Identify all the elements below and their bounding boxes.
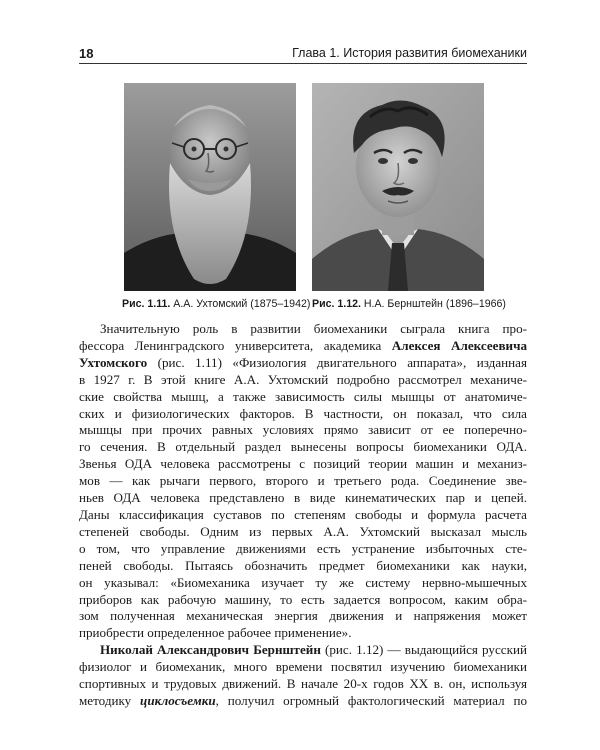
text-line: он указывал: «Биомеханика изучает ту же систему нервно-мышечных — [79, 574, 527, 590]
text-line: Значительную роль в развитии биомеханики сыграла книга про- — [100, 321, 527, 336]
text-span: (рис. 1.11) «Физиология двигательного аппарата», изданная — [147, 354, 527, 370]
header-rule — [79, 63, 527, 64]
figure-caption-text: А.А. Ухтомский (1875–1942) — [170, 298, 311, 310]
text-line: ские свойства мышц, а также зависимость силы мышцы от анатомиче- — [79, 388, 527, 404]
text-line: го сечения. В отдельный раздел вынесены вопросы биомеханики ОДА. — [79, 439, 527, 455]
page-number: 18 — [79, 46, 94, 61]
text-line — [79, 338, 527, 355]
body-text — [79, 321, 527, 710]
text-line: Звенья ОДА человека рассмотрены с позиций теории машин и механиз- — [79, 456, 527, 472]
text-line: ньев ОДА человека представлено в виде кинематических пар и цепей. — [79, 490, 527, 506]
text-span: (рис. 1.12) — выдающийся русский — [320, 642, 527, 658]
text-span: методику — [79, 692, 141, 708]
text-line: мышцы при прочих равных условиях прямо зависит от ее поперечно- — [79, 422, 527, 438]
text-line: приобрести определенное рабочее применение». — [79, 625, 352, 641]
text-line — [79, 693, 527, 710]
text-line: в 1927 г. В этой книге А.А. Ухтомский подробно рассмотрел механиче- — [79, 371, 527, 387]
text-line: Даны классификация суставов по степеням свободы и формула расчета — [79, 506, 527, 522]
text-line: физиолог и биомеханик, много времени посвятил изучению биомеханики — [79, 659, 527, 675]
text-line: ских и физиологических факторов. В частности, он показал, что сила — [79, 405, 527, 421]
text-line: о том, что управление движениями есть устранение избыточных сте- — [79, 540, 527, 556]
figure-label: Рис. 1.11. — [122, 298, 171, 310]
term-emphasis: циклосъемки — [140, 692, 216, 708]
running-head — [79, 44, 527, 64]
text-line — [79, 355, 527, 372]
chapter-title: Глава 1. История развития биомеханики — [292, 46, 527, 60]
text-line: спортивных и трудовых движений. В начале 20-х годов XX в. он, используя — [79, 676, 527, 692]
person-name: Ухтомского — [79, 354, 148, 370]
figure-caption-1-12 — [312, 298, 506, 310]
text-line — [79, 642, 527, 659]
text-span: фессора Ленинградского университета, академика — [79, 337, 392, 353]
person-name: Алексея Алексеевича — [391, 337, 527, 353]
text-line: приборов как рабочую машину, то есть задается вопросом, каким обра- — [79, 591, 527, 607]
text-line: пеней свободы. Пытаясь обозначить предмет биомеханики как науки, — [79, 557, 527, 573]
figure-caption-1-11 — [122, 298, 310, 310]
text-line: зом полученная механическая энергия движения и напряжения может — [79, 608, 527, 624]
portrait-ukhtomsky-illustration — [124, 83, 296, 291]
portrait-ukhtomsky-photo — [124, 83, 296, 291]
person-name: Николай Александрович Бернштейн — [100, 642, 321, 658]
figure-caption-text: Н.А. Бернштейн (1896–1966) — [360, 298, 506, 310]
portrait-bernstein-photo — [312, 83, 484, 291]
text-line: степеней свободы. Одним из первых А.А. Ухтомский высказал мысль — [79, 523, 527, 539]
text-line: мов — как рычаги первого, второго и третьего рода. Соединение зве- — [79, 473, 527, 489]
portrait-bernstein-illustration — [312, 83, 484, 291]
figure-label: Рис. 1.12. — [312, 298, 361, 310]
text-span: , получил огромный фактологический материал по — [215, 692, 528, 708]
